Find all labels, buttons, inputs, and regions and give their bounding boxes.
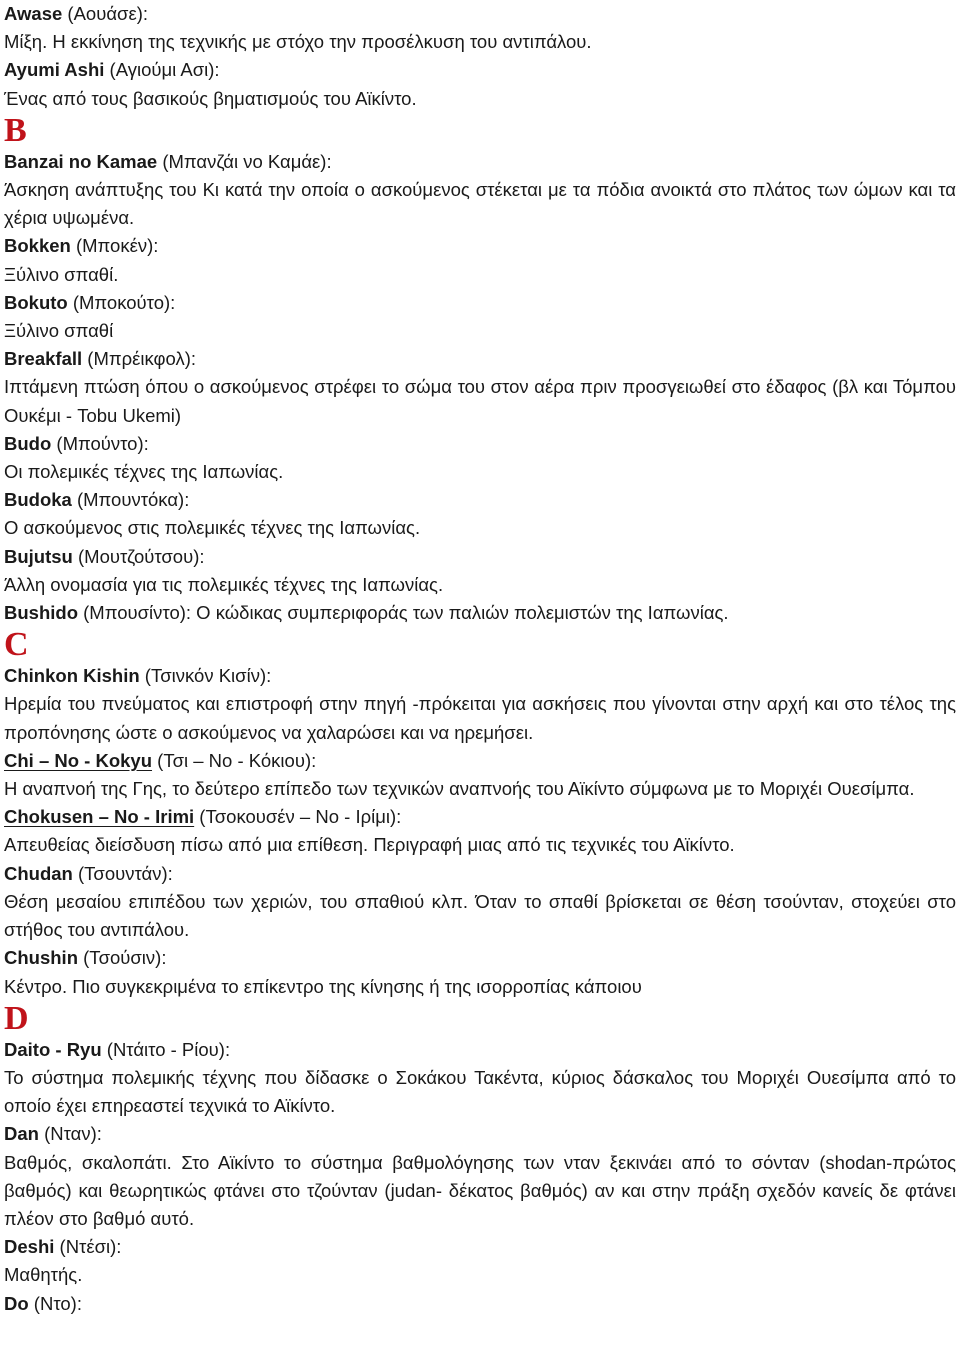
glossary-definition: Μίξη. Η εκκίνηση της τεχνικής με στόχο την προσέλκυση του αντιπάλου. bbox=[4, 31, 592, 53]
glossary-term: Budoka (Μπουντόκα): bbox=[4, 489, 190, 511]
glossary-definition: Ηρεμία του πνεύματος και επιστροφή στην πηγή -πρόκειται για ασκήσεις που γίνονται στην αρχή και στο τέλος της προπόνησης ώστε ο ασκούμενος να χαλαρώσει και να ηρεμήσει. bbox=[4, 693, 956, 743]
glossary-definition: Ξύλινο σπαθί. bbox=[4, 263, 119, 285]
glossary-term: Bushido (Μπουσίντο): Ο κώδικας συμπεριφοράς των παλιών πολεμιστών της Ιαπωνίας. bbox=[4, 602, 729, 624]
glossary-definition: Ο ασκούμενος στις πολεμικές τέχνες της Ιαπωνίας. bbox=[4, 517, 421, 539]
glossary-term: Chokusen – No - Irimi (Τσοκουσέν – Νο - Ιρίμι): bbox=[4, 806, 402, 828]
glossary-term: Chushin (Τσούσιν): bbox=[4, 947, 167, 969]
glossary-definition: Άσκηση ανάπτυξης του Κι κατά την οποία ο ασκούμενος στέκεται με τα πόδια ανοικτά στο πλάτος των ώμων και τα χέρια υψωμένα. bbox=[4, 179, 956, 229]
glossary-term: Chi – No - Kokyu (Τσι – Νο - Κόκιου): bbox=[4, 749, 317, 771]
glossary-definition: Μαθητής. bbox=[4, 1264, 83, 1286]
section-letter-d: D bbox=[4, 999, 29, 1037]
glossary-term: Bokuto (Μποκούτο): bbox=[4, 291, 176, 313]
glossary-definition: Άλλη ονομασία για τις πολεμικές τέχνες της Ιαπωνίας. bbox=[4, 573, 444, 595]
glossary-definition: Η αναπνοή της Γης, το δεύτερο επίπεδο των τεχνικών αναπνοής του Αϊκίντο σύμφωνα με το Μοριχέι Ουεσίμπα. bbox=[4, 778, 915, 800]
glossary-term: Banzai no Kamae (Μπανζάι νο Καμάε): bbox=[4, 150, 332, 172]
glossary-definition: Κέντρο. Πιο συγκεκριμένα το επίκεντρο της κίνησης ή της ισορροπίας κάποιου bbox=[4, 975, 642, 997]
glossary-definition: Ιπτάμενη πτώση όπου ο ασκούμενος στρέφει το σώμα του στον αέρα πριν προσγειωθεί στο έδαφος (βλ και Τόμπου Ουκέμι - Tobu Ukemi) bbox=[4, 376, 956, 426]
glossary-term: Do (Ντο): bbox=[4, 1292, 82, 1314]
glossary-term: Awase (Αουάσε): bbox=[4, 3, 149, 24]
glossary-definition: Απευθείας διείσδυση πίσω από μια επίθεση. Περιγραφή μιας από τις τεχνικές του Αϊκίντο. bbox=[4, 834, 735, 856]
section-letter-b: B bbox=[4, 111, 27, 149]
glossary-definition: Βαθμός, σκαλοπάτι. Στο Αϊκίντο το σύστημα βαθμολόγησης των νταν ξεκινάει από το σόνταν (shodan-πρώτος βαθμός) και θεωρητικώς φτάνει στο τζούνταν (judan- δέκατος βαθμός) αν και στην πράξη σχεδόν κανείς δε φτάνει πλέον στο βαθμό αυτό. bbox=[4, 1151, 956, 1229]
glossary-term: Daito - Ryu (Ντάιτο - Ρίου): bbox=[4, 1038, 231, 1060]
glossary-term: Deshi (Ντέσι): bbox=[4, 1236, 122, 1258]
glossary-term: Ayumi Ashi (Αγιούμι Ασι): bbox=[4, 59, 220, 81]
glossary-term: Chinkon Kishin (Τσινκόν Κισίν): bbox=[4, 665, 272, 687]
glossary-definition: Το σύστημα πολεμικής τέχνης που δίδασκε ο Σοκάκου Τακέντα, κύριος δάσκαλος του Μοριχέι Ουεσίμπα από το οποίο έχει επηρεαστεί τεχνικά το Αϊκίντο. bbox=[4, 1066, 956, 1117]
glossary-term: Bokken (Μποκέν): bbox=[4, 235, 159, 257]
glossary-term: Bujutsu (Μουτζούτσου): bbox=[4, 545, 205, 567]
glossary-term: Budo (Μπούντο): bbox=[4, 432, 149, 454]
glossary-term: Chudan (Τσουντάν): bbox=[4, 862, 173, 884]
glossary-definition: Οι πολεμικές τέχνες της Ιαπωνίας. bbox=[4, 461, 284, 483]
glossary-definition: Ένας από τους βασικούς βηματισμούς του Αϊκίντο. bbox=[4, 87, 417, 109]
glossary-term: Dan (Νταν): bbox=[4, 1123, 102, 1145]
glossary-definition: Θέση μεσαίου επιπέδου των χεριών, του σπαθιού κλπ. Όταν το σπαθί βρίσκεται σε θέση τσούνταν, στοχεύει στο στήθος του αντιπάλου. bbox=[4, 890, 956, 941]
section-letter-c: C bbox=[4, 626, 29, 664]
glossary-definition: Ξύλινο σπαθί bbox=[4, 320, 114, 342]
glossary-term: Breakfall (Μπρέικφολ): bbox=[4, 348, 197, 370]
